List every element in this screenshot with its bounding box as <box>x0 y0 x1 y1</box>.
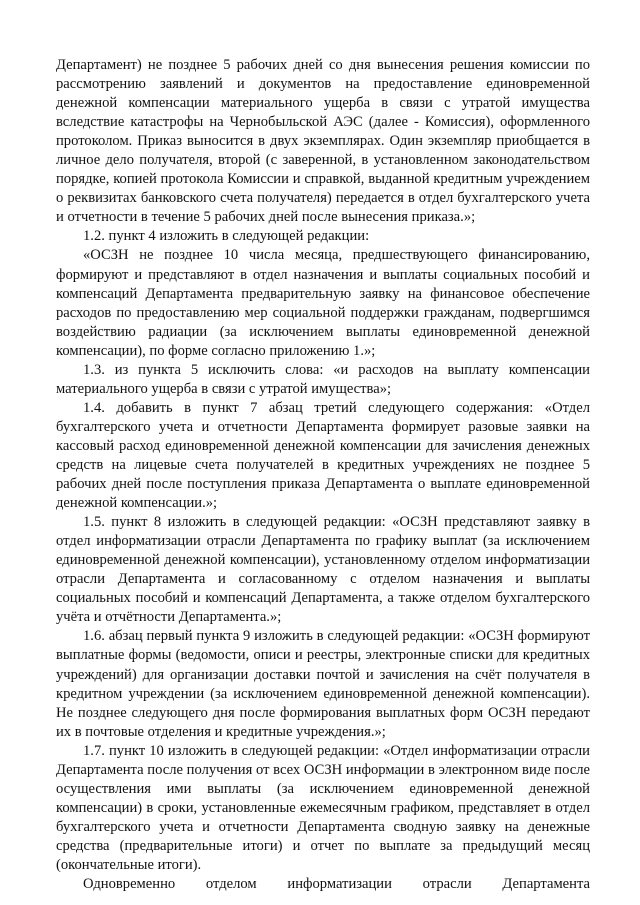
paragraph-item-1-2: 1.2. пункт 4 изложить в следующей редакции: <box>83 228 370 245</box>
paragraph-item-1-6: 1.6. абзац первый пункта 9 изложить в следующей редакции: «ОСЗН формируют выплатные формы (ведомости, описи и реестры, электронные списки для кредитных учреждений) для организации доставки почтой и зачисления на счёт получателя в кредитном учреждении (за исключением единовременной денежной компенсации). Не позднее следующего дня после формирования выплатных форм ОСЗН передают их в почтовые отделения и кредитные учреждения.»; <box>56 628 590 740</box>
paragraph-item-1-5: 1.5. пункт 8 изложить в следующей редакции: «ОСЗН представляют заявку в отдел информатизации отрасли Департамента по графику выплат (за исключением единовременной денежной компенсации), установленному отделом информатизации отрасли Департамента и согласованному с отделом назначения и выплаты социальных пособий и компенсаций Департамента, а также отделом бухгалтерского учёта и отчётности Департамента.»; <box>56 514 590 626</box>
paragraph-item-1-4: 1.4. добавить в пункт 7 абзац третий следующего содержания: «Отдел бухгалтерского учета и отчетности Департамента формирует разовые заявки на кассовый расход единовременной денежной компенсации для зачисления денежных средств на лицевые счета получателей в кредитных учреждениях не позднее 5 рабочих дней после поступления приказа Департамента о выплате единовременной денежной компенсации.»; <box>56 399 590 512</box>
paragraph-continuation: Департамент) не позднее 5 рабочих дней со дня вынесения решения комиссии по рассмотрению заявлений и документов на предоставление единовременной денежной компенсации материального ущерба в связи с утратой имущества вследствие катастрофы на Чернобыльской АЭС (далее - Комиссия), оформленного протоколом. Приказ выносится в двух экземплярах. Один экземпляр приобщается в личное дело получателя, второй (с заверенной, в установленном законодательством порядке, копией протокола Комиссии и справкой, выданной кредитным учреждением о реквизитах банковского счета получателя) передается в отдел бухгалтерского учета и отчетности в течение 5 рабочих дней после вынесения приказа.»; <box>56 57 590 226</box>
paragraph-item-1-7: 1.7. пункт 10 изложить в следующей редакции: «Отдел информатизации отрасли Департамента после получения от всех ОСЗН информации в электронном виде после осуществления ими выплаты (за исключением единовременной денежной компенсации) в сроки, установленные ежемесячным графиком, представляет в отдел бухгалтерского учета и отчетности Департамента сводную заявку на денежные средства (предварительные итоги) и отчет по выплате за предыдущий месяц (окончательные итоги). <box>56 742 590 873</box>
paragraph-final-line: Одновременно отделом информатизации отрасли Департамента <box>83 876 590 893</box>
paragraph-item-1-3: 1.3. из пункта 5 исключить слова: «и расходов на выплату компенсации материального ущерба в связи с утратой имущества»; <box>56 361 590 397</box>
paragraph-item-1-2-quote: «ОСЗН не позднее 10 числа месяца, предшествующего финансированию, формируют и представляют в отдел назначения и выплаты социальных пособий и компенсаций Департамента предварительную заявку на финансовое обеспечение расходов по предоставлению мер социальной поддержки гражданам, подвергшимся воздействию радиации (за исключением выплаты единовременной денежной компенсации), по форме согласно приложению 1.»; <box>56 247 590 359</box>
document-page <box>56 56 590 894</box>
